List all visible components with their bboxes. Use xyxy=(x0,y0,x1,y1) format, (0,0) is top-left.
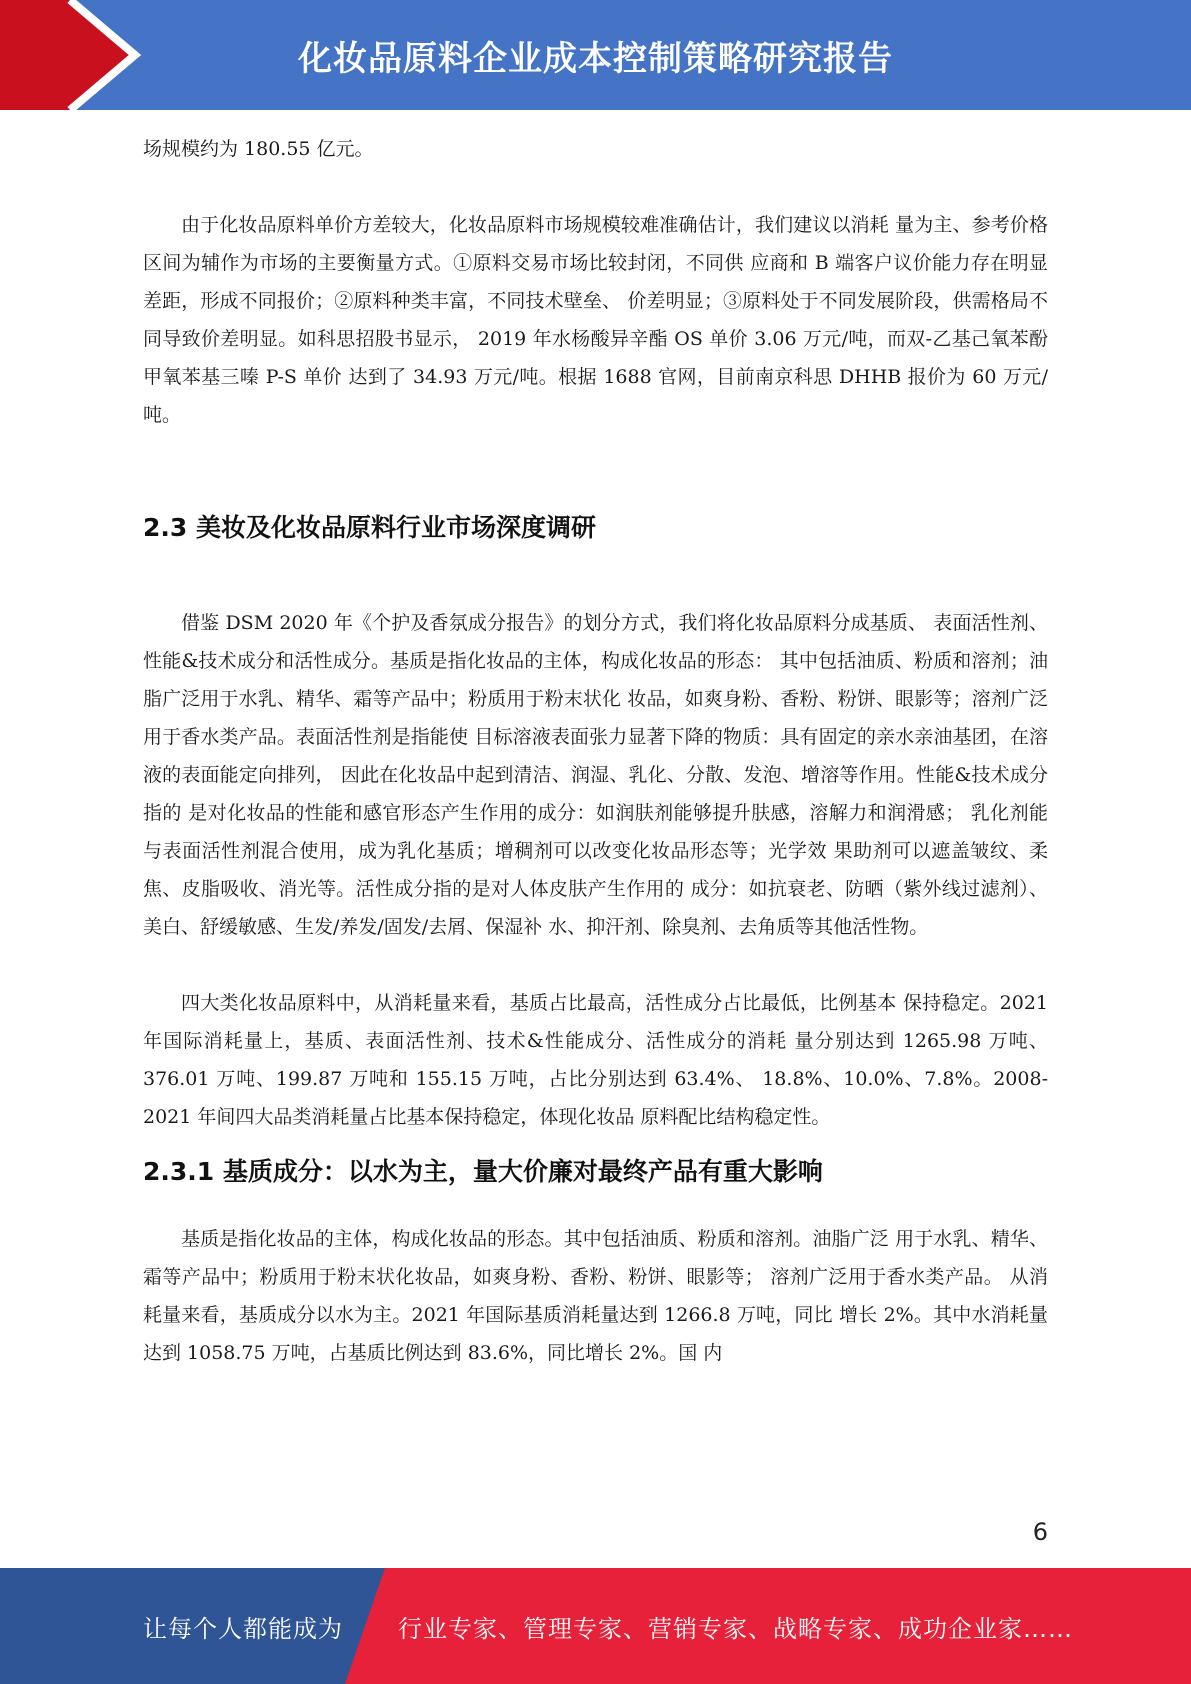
paragraph-market-measurement: 由于化妆品原料单价方差较大，化妆品原料市场规模较难准确估计，我们建议以消耗 量为主、参考价格区间为辅作为市场的主要衡量方式。①原料交易市场比较封闭，不同供 应商和 B 端客户议价能力存在明显差距，形成不同报价；②原料种类丰富，不同技术壁垒、 价差明显；③原料处于不同发展阶段，供需格局不同导致价差明显。如科思招股书显示， 2019 年水杨酸异辛酯 OS 单价 3.06 万元/吨，而双-乙基己氧苯酚甲氧苯基三嗪 P-S 单价 达到了 34.93 万元/吨。根据 1688 官网，目前南京科思 DHHB 报价为 60 万元/吨。 xyxy=(143,214,1048,426)
paragraph-base-ingredients: 基质是指化妆品的主体，构成化妆品的形态。其中包括油质、粉质和溶剂。油脂广泛 用于水乳、精华、霜等产品中；粉质用于粉末状化妆品，如爽身粉、香粉、粉饼、眼影等； 溶剂广泛用于香水类产品。 从消耗量来看，基质成分以水为主。2021 年国际基质消耗量达到 1266.8 万吨，同比 增长 2%。其中水消耗量达到 1058.75 万吨，占基质比例达到 83.6%，同比增长 2%。国 内 xyxy=(143,1228,1048,1364)
footer-slogan-right: 行业专家、管理专家、营销专家、战略专家、成功企业家…… xyxy=(398,1614,1073,1643)
paragraph-continuation: 场规模约为 180.55 亿元。 xyxy=(143,138,374,160)
header-arrow-icon xyxy=(0,0,150,110)
paragraph-raw-material-classification: 借鉴 DSM 2020 年《个护及香氛成分报告》的划分方式，我们将化妆品原料分成基质、 表面活性剂、性能&技术成分和活性成分。基质是指化妆品的主体，构成化妆品的形态： 其中包括油质、粉质和溶剂；油脂广泛用于水乳、精华、霜等产品中；粉质用于粉末状化 妆品，如爽身粉、香粉、粉饼、眼影等；溶剂广泛用于香水类产品。表面活性剂是指能使 目标溶液表面张力显著下降的物质：具有固定的亲水亲油基团，在溶液的表面能定向排列， 因此在化妆品中起到清洁、润湿、乳化、分散、发泡、增溶等作用。性能&技术成分指的 是对化妆品的性能和感官形态产生作用的成分：如润肤剂能够提升肤感，溶解力和润滑感； 乳化剂能与表面活性剂混合使用，成为乳化基质；增稠剂可以改变化妆品形态等；光学效 果助剂可以遮盖皱纹、柔焦、皮脂吸收、消光等。活性成分指的是对人体皮肤产生作用的 成分：如抗衰老、防晒（紫外线过滤剂）、美白、舒缓敏感、生发/养发/固发/去屑、保湿补 水、抑汗剂、除臭剂、去角质等其他活性物。 xyxy=(143,612,1048,938)
section-heading-2-3: 2.3 美妆及化妆品原料行业市场深度调研 xyxy=(143,513,596,542)
footer-slogan-left: 让每个人都能成为 xyxy=(143,1614,343,1643)
section-heading-2-3-1: 2.3.1 基质成分：以水为主，量大价廉对最终产品有重大影响 xyxy=(143,1157,823,1186)
paragraph-consumption-share: 四大类化妆品原料中，从消耗量来看，基质占比最高，活性成分占比最低，比例基本 保持稳定。2021 年国际消耗量上，基质、表面活性剂、技术&性能成分、活性成分的消耗 量分别达到 1265.98 万吨、376.01 万吨、199.87 万吨和 155.15 万吨，占比分别达到 63.4%、 18.8%、10.0%、7.8%。2008-2021 年间四大品类消耗量占比基本保持稳定，体现化妆品 原料配比结构稳定性。 xyxy=(143,992,1048,1128)
document-title: 化妆品原料企业成本控制策略研究报告 xyxy=(298,38,893,79)
page-number: 6 xyxy=(1032,1518,1048,1546)
page-content xyxy=(143,130,1048,1372)
page-header xyxy=(0,0,1191,110)
page-footer xyxy=(0,1568,1191,1684)
